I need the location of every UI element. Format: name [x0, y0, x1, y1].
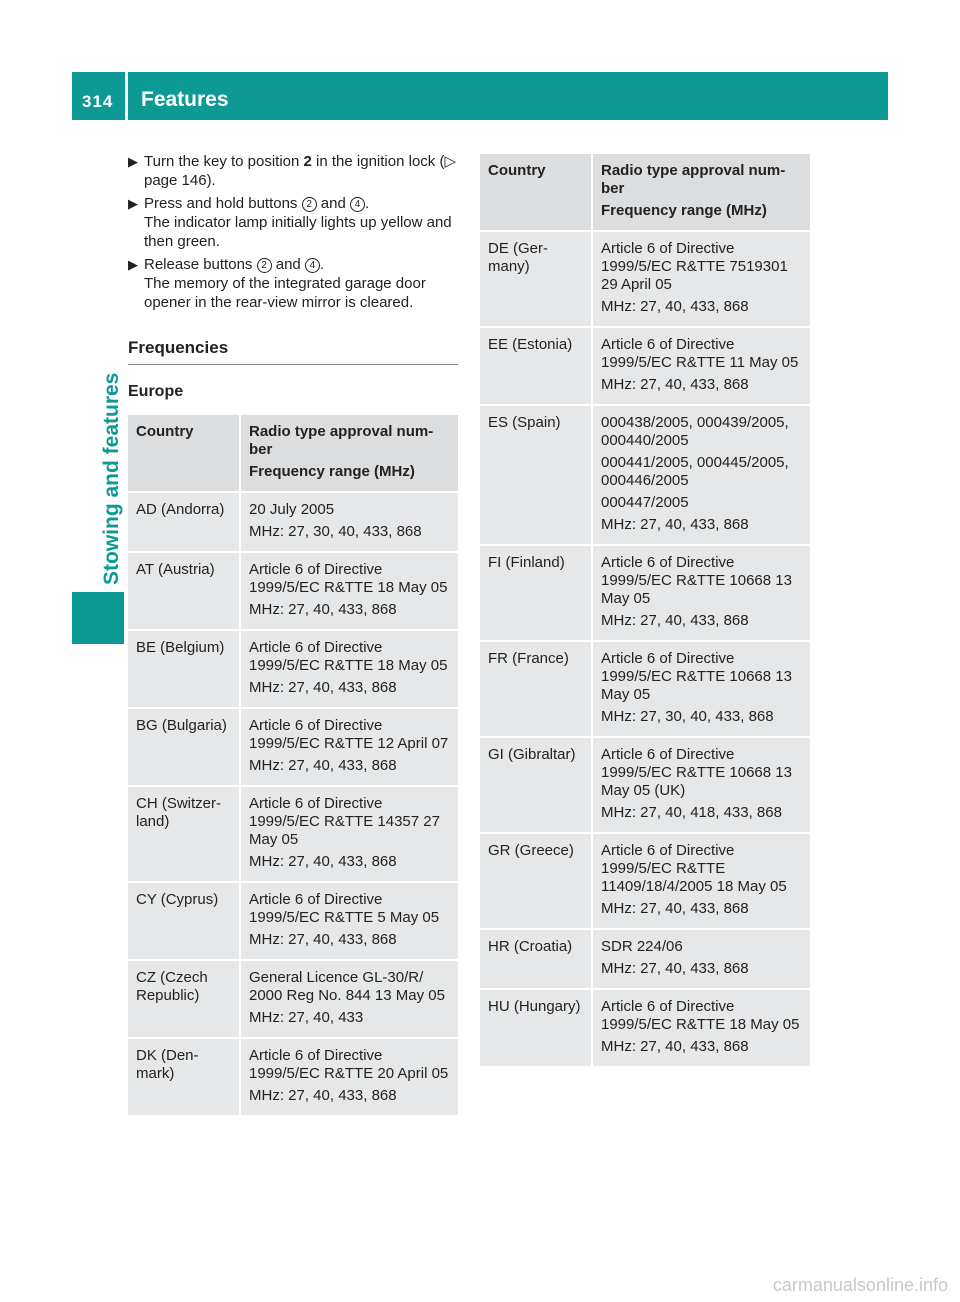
step-text: . [364, 195, 370, 212]
approval-line: MHz: 27, 40, 433, 868 [249, 1087, 397, 1104]
table-row [128, 1039, 458, 1115]
approval-cell [593, 546, 810, 640]
country-cell: BE (Belgium) [128, 631, 241, 707]
approval-line: General Licence GL-30/R/ 2000 Reg No. 844 13 May 05 [249, 969, 445, 1004]
header-frequency-label: Frequency range (MHz) [249, 463, 415, 480]
page-number: 314 [82, 92, 114, 111]
step-text: Press and hold buttons [144, 195, 302, 212]
left-column [128, 152, 458, 1117]
approval-line: Article 6 of Directive 1999/5/EC R&TTE 11 May 05 [601, 336, 799, 371]
approval-line: MHz: 27, 40, 433, 868 [601, 298, 749, 315]
approval-cell [593, 642, 810, 736]
page-ref-link[interactable]: page 146). [144, 172, 216, 189]
table-row [480, 930, 810, 988]
approval-cell [241, 961, 458, 1037]
approval-line: Article 6 of Directive 1999/5/EC R&TTE 12 April 07 [249, 717, 449, 752]
approval-line: Article 6 of Directive 1999/5/EC R&TTE 11409/18/4/2005 18 May 05 [601, 842, 787, 895]
table-row [480, 328, 810, 404]
approval-line: Article 6 of Directive 1999/5/EC R&TTE 18 May 05 [249, 561, 448, 596]
country-cell: CY (Cyprus) [128, 883, 241, 959]
table-row [128, 631, 458, 707]
approval-line: MHz: 27, 40, 433, 868 [249, 679, 397, 696]
header-country: Country [480, 154, 593, 230]
table-header-row [128, 415, 458, 491]
approval-cell [241, 709, 458, 785]
approval-line: Article 6 of Directive 1999/5/EC R&TTE 18 May 05 [249, 639, 448, 674]
page-ref-icon: ▷ [444, 153, 456, 170]
approval-line: MHz: 27, 40, 433, 868 [601, 516, 749, 533]
country-cell: DK (Den-mark) [128, 1039, 241, 1115]
header-approval-label: Radio type approval num-ber [249, 423, 434, 458]
country-cell: FI (Finland) [480, 546, 593, 640]
approval-line: SDR 224/06 [601, 938, 683, 955]
approval-line: MHz: 27, 30, 40, 433, 868 [601, 708, 774, 725]
approval-line: Article 6 of Directive 1999/5/EC R&TTE 14357 27 May 05 [249, 795, 440, 848]
approval-line: MHz: 27, 40, 433, 868 [601, 612, 749, 629]
table-row [480, 232, 810, 326]
table-row [128, 553, 458, 629]
chapter-title: Features [141, 88, 229, 111]
approval-line: MHz: 27, 40, 433, 868 [249, 601, 397, 618]
step-arrow-icon: ▶ [128, 257, 138, 272]
approval-cell [241, 883, 458, 959]
step-3 [128, 255, 458, 312]
table-row [128, 709, 458, 785]
button-2-icon: 2 [257, 258, 272, 273]
sub-heading: Europe [128, 383, 184, 400]
approval-line: MHz: 27, 40, 433, 868 [601, 960, 749, 977]
approval-line: Article 6 of Directive 1999/5/EC R&TTE 10668 13 May 05 [601, 650, 792, 703]
approval-cell [241, 553, 458, 629]
country-cell: HU (Hungary) [480, 990, 593, 1066]
table-row [480, 406, 810, 544]
approval-line: MHz: 27, 40, 433 [249, 1009, 364, 1026]
table-row [128, 493, 458, 551]
approval-line: Article 6 of Directive 1999/5/EC R&TTE 5 May 05 [249, 891, 440, 926]
table-header-row [480, 154, 810, 230]
approval-line: Article 6 of Directive 1999/5/EC R&TTE 18 May 05 [601, 998, 800, 1033]
approval-line: MHz: 27, 40, 433, 868 [249, 931, 397, 948]
step-arrow-icon: ▶ [128, 196, 138, 211]
header-frequency-label: Frequency range (MHz) [601, 202, 767, 219]
table-row [480, 642, 810, 736]
approval-cell [593, 738, 810, 832]
step-note: The indicator lamp initially lights up yellow and then green. [144, 214, 452, 250]
step-text: Turn the key to position [144, 153, 304, 170]
step-text: in the ignition lock ( [311, 153, 445, 170]
approval-line: 000438/2005, 000439/2005, 000440/2005 [601, 414, 789, 449]
country-cell: BG (Bulgaria) [128, 709, 241, 785]
step-text: and [271, 256, 305, 273]
right-column [480, 152, 810, 1068]
button-2-icon: 2 [302, 197, 317, 212]
country-cell: FR (France) [480, 642, 593, 736]
approval-cell [593, 990, 810, 1066]
watermark: carmanualsonline.info [772, 1275, 948, 1295]
approval-line: Article 6 of Directive 1999/5/EC R&TTE 7519301 29 April 05 [601, 240, 788, 293]
button-4-icon: 4 [305, 258, 320, 273]
approval-cell [241, 1039, 458, 1115]
country-cell: GR (Greece) [480, 834, 593, 928]
country-cell: EE (Estonia) [480, 328, 593, 404]
country-cell: CH (Switzer-land) [128, 787, 241, 881]
header-approval-label: Radio type approval num-ber [601, 162, 786, 197]
country-cell: AD (Andorra) [128, 493, 241, 551]
button-4-icon: 4 [350, 197, 365, 212]
approval-cell [593, 232, 810, 326]
country-cell: AT (Austria) [128, 553, 241, 629]
approval-line: Article 6 of Directive 1999/5/EC R&TTE 20 April 05 [249, 1047, 449, 1082]
table-row [480, 990, 810, 1066]
approval-line: 000447/2005 [601, 494, 689, 511]
side-tab-label: Stowing and features [100, 372, 123, 585]
approval-line: MHz: 27, 40, 433, 868 [601, 376, 749, 393]
approval-line: MHz: 27, 40, 433, 868 [601, 900, 749, 917]
table-row [480, 546, 810, 640]
table-row [128, 787, 458, 881]
country-cell: DE (Ger-many) [480, 232, 593, 326]
country-cell: GI (Gibraltar) [480, 738, 593, 832]
side-tab-block [72, 592, 124, 644]
step-2 [128, 194, 458, 251]
approval-line: MHz: 27, 40, 433, 868 [249, 853, 397, 870]
approval-line: 000441/2005, 000445/2005, 000446/2005 [601, 454, 789, 489]
position-number: 2 [303, 153, 312, 170]
approval-cell [593, 328, 810, 404]
header-country: Country [128, 415, 241, 491]
frequency-table-left [128, 413, 458, 1117]
step-arrow-icon: ▶ [128, 154, 138, 169]
approval-cell [593, 834, 810, 928]
step-1 [128, 152, 458, 190]
approval-cell [241, 493, 458, 551]
header-divider [125, 72, 128, 120]
approval-line: 20 July 2005 [249, 501, 335, 518]
approval-cell [593, 406, 810, 544]
country-cell: HR (Croatia) [480, 930, 593, 988]
step-text: Release buttons [144, 256, 257, 273]
country-cell: ES (Spain) [480, 406, 593, 544]
approval-line: MHz: 27, 40, 433, 868 [601, 1038, 749, 1055]
approval-line: MHz: 27, 40, 433, 868 [249, 757, 397, 774]
table-row [480, 834, 810, 928]
step-text: and [316, 195, 350, 212]
approval-line: Article 6 of Directive 1999/5/EC R&TTE 10668 13 May 05 (UK) [601, 746, 792, 799]
header-approval [241, 415, 458, 491]
country-cell: CZ (Czech Republic) [128, 961, 241, 1037]
table-row [128, 961, 458, 1037]
section-heading: Frequencies [128, 338, 458, 365]
frequency-table-right [480, 152, 810, 1068]
table-row [480, 738, 810, 832]
step-note: The memory of the integrated garage door opener in the rear-view mirror is cleared. [144, 275, 426, 311]
approval-line: MHz: 27, 30, 40, 433, 868 [249, 523, 422, 540]
header-approval [593, 154, 810, 230]
approval-line: MHz: 27, 40, 418, 433, 868 [601, 804, 782, 821]
approval-cell [241, 631, 458, 707]
table-row [128, 883, 458, 959]
step-text: . [319, 256, 325, 273]
approval-cell [241, 787, 458, 881]
approval-cell [593, 930, 810, 988]
approval-line: Article 6 of Directive 1999/5/EC R&TTE 10668 13 May 05 [601, 554, 792, 607]
